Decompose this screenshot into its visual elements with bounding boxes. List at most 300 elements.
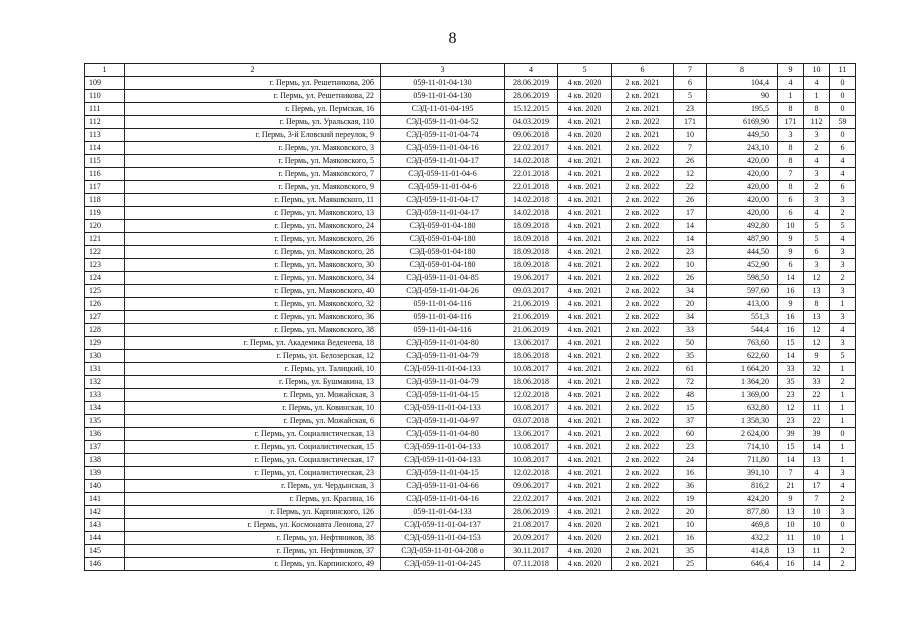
- cell-address: г. Пермь, ул. Можайская, 3: [125, 389, 381, 402]
- cell-relocation-end: 2 кв. 2022: [612, 155, 674, 168]
- cell-row-number: 134: [85, 402, 125, 415]
- cell-rooms-private: 2: [830, 558, 856, 571]
- column-header: 9: [778, 64, 804, 77]
- cell-address: г. Пермь, ул. Нефтяников, 37: [125, 545, 381, 558]
- cell-rooms-private: 1: [830, 441, 856, 454]
- table-row: [85, 441, 856, 454]
- cell-address: г. Пермь, ул. Красина, 16: [125, 493, 381, 506]
- cell-decision-number: СЭД-059-11-01-04-97: [381, 415, 505, 428]
- cell-address: г. Пермь, ул. Маяковского, 38: [125, 324, 381, 337]
- cell-residents-count: 19: [674, 493, 707, 506]
- cell-relocation-end: 2 кв. 2022: [612, 233, 674, 246]
- cell-relocation-start: 4 кв. 2020: [558, 532, 612, 545]
- cell-residents-count: 24: [674, 454, 707, 467]
- cell-relocation-end: 2 кв. 2022: [612, 220, 674, 233]
- cell-decision-number: 059-11-01-04-116: [381, 298, 505, 311]
- cell-rooms-private: 4: [830, 480, 856, 493]
- cell-decision-number: СЭД-059-11-01-04-52: [381, 116, 505, 129]
- cell-rooms-total: 21: [778, 480, 804, 493]
- table-row: [85, 337, 856, 350]
- cell-decision-date: 20.09.2017: [505, 532, 558, 545]
- cell-relocation-start: 4 кв. 2021: [558, 337, 612, 350]
- cell-rooms-total: 9: [778, 233, 804, 246]
- cell-rooms-private: 1: [830, 415, 856, 428]
- table-row: [85, 285, 856, 298]
- cell-residents-count: 61: [674, 363, 707, 376]
- cell-address: г. Пермь, 3-й Еловский переулок, 9: [125, 129, 381, 142]
- cell-rooms-total: 8: [778, 155, 804, 168]
- cell-decision-number: СЭД-059-11-01-04-153: [381, 532, 505, 545]
- cell-decision-date: 18.09.2018: [505, 233, 558, 246]
- cell-address: г. Пермь, ул. Социалистическая, 13: [125, 428, 381, 441]
- cell-address: г. Пермь, ул. Карпинского, 49: [125, 558, 381, 571]
- cell-decision-number: 059-11-01-04-130: [381, 77, 505, 90]
- cell-address: г. Пермь, ул. Социалистическая, 17: [125, 454, 381, 467]
- cell-relocation-end: 2 кв. 2022: [612, 467, 674, 480]
- cell-decision-date: 07.11.2018: [505, 558, 558, 571]
- cell-area: 544,4: [707, 324, 778, 337]
- cell-decision-number: СЭД-059-11-01-04-15: [381, 389, 505, 402]
- cell-decision-number: СЭД-059-11-01-04-79: [381, 376, 505, 389]
- cell-rooms-private: 1: [830, 454, 856, 467]
- table-row: [85, 116, 856, 129]
- cell-decision-date: 22.02.2017: [505, 493, 558, 506]
- cell-rooms-total: 14: [778, 454, 804, 467]
- cell-rooms-municipal: 2: [804, 142, 830, 155]
- cell-relocation-start: 4 кв. 2021: [558, 194, 612, 207]
- cell-rooms-municipal: 14: [804, 441, 830, 454]
- cell-row-number: 111: [85, 103, 125, 116]
- table-row: [85, 376, 856, 389]
- cell-relocation-end: 2 кв. 2022: [612, 376, 674, 389]
- cell-residents-count: 7: [674, 142, 707, 155]
- cell-rooms-total: 16: [778, 285, 804, 298]
- cell-area: 646,4: [707, 558, 778, 571]
- table-row: [85, 259, 856, 272]
- cell-address: г. Пермь, ул. Социалистическая, 15: [125, 441, 381, 454]
- cell-relocation-start: 4 кв. 2021: [558, 246, 612, 259]
- table-row: [85, 519, 856, 532]
- cell-address: г. Пермь, ул. Талицкий, 10: [125, 363, 381, 376]
- cell-decision-date: 13.06.2017: [505, 428, 558, 441]
- column-header: 2: [125, 64, 381, 77]
- cell-rooms-private: 3: [830, 246, 856, 259]
- cell-area: 711,80: [707, 454, 778, 467]
- cell-area: 420,00: [707, 207, 778, 220]
- cell-relocation-end: 2 кв. 2022: [612, 493, 674, 506]
- cell-address: г. Пермь, ул. Маяковского, 28: [125, 246, 381, 259]
- cell-decision-number: СЭД-059-01-04-180: [381, 220, 505, 233]
- cell-decision-date: 13.06.2017: [505, 337, 558, 350]
- table-row: [85, 480, 856, 493]
- cell-address: г. Пермь, ул. Маяковского, 13: [125, 207, 381, 220]
- cell-decision-date: 19.06.2017: [505, 272, 558, 285]
- cell-decision-number: 059-11-01-04-130: [381, 90, 505, 103]
- cell-area: 444,50: [707, 246, 778, 259]
- table-row: [85, 272, 856, 285]
- cell-relocation-start: 4 кв. 2020: [558, 90, 612, 103]
- cell-rooms-total: 7: [778, 467, 804, 480]
- cell-rooms-total: 10: [778, 220, 804, 233]
- table-row: [85, 558, 856, 571]
- cell-area: 816,2: [707, 480, 778, 493]
- header-row: [85, 64, 856, 77]
- cell-rooms-municipal: 10: [804, 506, 830, 519]
- cell-rooms-municipal: 4: [804, 155, 830, 168]
- cell-row-number: 139: [85, 467, 125, 480]
- cell-relocation-start: 4 кв. 2020: [558, 77, 612, 90]
- table-row: [85, 77, 856, 90]
- cell-relocation-end: 2 кв. 2022: [612, 272, 674, 285]
- cell-address: г. Пермь, ул. Маяковского, 40: [125, 285, 381, 298]
- cell-rooms-private: 1: [830, 389, 856, 402]
- cell-decision-date: 21.06.2019: [505, 298, 558, 311]
- cell-area: 487,90: [707, 233, 778, 246]
- cell-relocation-end: 2 кв. 2021: [612, 77, 674, 90]
- cell-rooms-municipal: 4: [804, 207, 830, 220]
- cell-row-number: 128: [85, 324, 125, 337]
- cell-rooms-municipal: 11: [804, 402, 830, 415]
- cell-address: г. Пермь, ул. Маяковского, 24: [125, 220, 381, 233]
- cell-rooms-municipal: 17: [804, 480, 830, 493]
- cell-residents-count: 26: [674, 194, 707, 207]
- cell-decision-number: СЭД-11-01-04-195: [381, 103, 505, 116]
- cell-decision-number: СЭД-059-11-01-04-6: [381, 168, 505, 181]
- cell-rooms-private: 0: [830, 129, 856, 142]
- cell-relocation-end: 2 кв. 2022: [612, 142, 674, 155]
- cell-relocation-end: 2 кв. 2021: [612, 558, 674, 571]
- cell-relocation-start: 4 кв. 2021: [558, 311, 612, 324]
- cell-rooms-private: 2: [830, 207, 856, 220]
- cell-relocation-start: 4 кв. 2021: [558, 454, 612, 467]
- cell-rooms-total: 10: [778, 519, 804, 532]
- cell-address: г. Пермь, ул. Белозерская, 12: [125, 350, 381, 363]
- cell-address: г. Пермь, ул. Можайская, 6: [125, 415, 381, 428]
- cell-area: 420,00: [707, 181, 778, 194]
- cell-rooms-private: 1: [830, 363, 856, 376]
- cell-decision-number: СЭД-059-11-01-04-16: [381, 493, 505, 506]
- cell-rooms-total: 8: [778, 142, 804, 155]
- cell-residents-count: 37: [674, 415, 707, 428]
- cell-relocation-end: 2 кв. 2021: [612, 545, 674, 558]
- table-row: [85, 220, 856, 233]
- cell-decision-number: 059-11-01-04-116: [381, 311, 505, 324]
- cell-residents-count: 34: [674, 311, 707, 324]
- cell-row-number: 120: [85, 220, 125, 233]
- cell-rooms-municipal: 3: [804, 168, 830, 181]
- cell-relocation-end: 2 кв. 2022: [612, 415, 674, 428]
- cell-area: 763,60: [707, 337, 778, 350]
- cell-rooms-total: 9: [778, 246, 804, 259]
- cell-relocation-start: 4 кв. 2020: [558, 103, 612, 116]
- cell-decision-number: СЭД-059-11-01-04-133: [381, 454, 505, 467]
- table-row: [85, 155, 856, 168]
- cell-decision-date: 14.02.2018: [505, 207, 558, 220]
- cell-rooms-municipal: 3: [804, 194, 830, 207]
- cell-residents-count: 50: [674, 337, 707, 350]
- cell-area: 469,8: [707, 519, 778, 532]
- cell-rooms-private: 0: [830, 519, 856, 532]
- cell-row-number: 127: [85, 311, 125, 324]
- cell-rooms-municipal: 10: [804, 532, 830, 545]
- table-row: [85, 207, 856, 220]
- cell-residents-count: 23: [674, 246, 707, 259]
- cell-area: 1 369,00: [707, 389, 778, 402]
- cell-address: г. Пермь, ул. Уральская, 110: [125, 116, 381, 129]
- cell-relocation-start: 4 кв. 2020: [558, 545, 612, 558]
- cell-relocation-end: 2 кв. 2022: [612, 506, 674, 519]
- cell-rooms-private: 4: [830, 324, 856, 337]
- cell-decision-date: 28.06.2019: [505, 90, 558, 103]
- cell-area: 1 358,30: [707, 415, 778, 428]
- cell-residents-count: 34: [674, 285, 707, 298]
- cell-rooms-municipal: 2: [804, 181, 830, 194]
- cell-rooms-municipal: 3: [804, 259, 830, 272]
- cell-row-number: 112: [85, 116, 125, 129]
- cell-decision-date: 22.01.2018: [505, 181, 558, 194]
- cell-decision-date: 18.09.2018: [505, 246, 558, 259]
- cell-row-number: 141: [85, 493, 125, 506]
- cell-rooms-total: 13: [778, 545, 804, 558]
- table-row: [85, 311, 856, 324]
- cell-address: г. Пермь, ул. Пермская, 16: [125, 103, 381, 116]
- cell-row-number: 115: [85, 155, 125, 168]
- cell-residents-count: 10: [674, 259, 707, 272]
- cell-relocation-end: 2 кв. 2022: [612, 324, 674, 337]
- cell-rooms-total: 35: [778, 376, 804, 389]
- cell-relocation-end: 2 кв. 2022: [612, 441, 674, 454]
- cell-row-number: 113: [85, 129, 125, 142]
- cell-residents-count: 6: [674, 77, 707, 90]
- table-body: [85, 77, 856, 571]
- cell-rooms-private: 1: [830, 402, 856, 415]
- cell-decision-date: 21.06.2019: [505, 311, 558, 324]
- cell-relocation-start: 4 кв. 2021: [558, 350, 612, 363]
- cell-decision-date: 28.06.2019: [505, 77, 558, 90]
- cell-row-number: 135: [85, 415, 125, 428]
- housing-table: [84, 63, 856, 571]
- table-row: [85, 454, 856, 467]
- cell-address: г. Пермь, ул. Маяковского, 32: [125, 298, 381, 311]
- cell-rooms-total: 14: [778, 272, 804, 285]
- cell-decision-number: СЭД-059-11-01-04-26: [381, 285, 505, 298]
- cell-area: 6169,90: [707, 116, 778, 129]
- cell-residents-count: 48: [674, 389, 707, 402]
- cell-rooms-municipal: 13: [804, 311, 830, 324]
- cell-decision-number: 059-11-01-04-116: [381, 324, 505, 337]
- cell-rooms-total: 171: [778, 116, 804, 129]
- cell-relocation-end: 2 кв. 2022: [612, 207, 674, 220]
- cell-relocation-start: 4 кв. 2021: [558, 506, 612, 519]
- cell-rooms-total: 9: [778, 298, 804, 311]
- cell-rooms-municipal: 5: [804, 220, 830, 233]
- cell-decision-number: СЭД-059-01-04-180: [381, 233, 505, 246]
- cell-rooms-municipal: 39: [804, 428, 830, 441]
- cell-residents-count: 17: [674, 207, 707, 220]
- page-number: 8: [448, 30, 457, 47]
- cell-decision-number: СЭД-059-11-01-04-133: [381, 441, 505, 454]
- table-row: [85, 103, 856, 116]
- cell-row-number: 116: [85, 168, 125, 181]
- cell-relocation-start: 4 кв. 2021: [558, 480, 612, 493]
- cell-relocation-start: 4 кв. 2020: [558, 519, 612, 532]
- cell-residents-count: 22: [674, 181, 707, 194]
- cell-decision-number: СЭД-059-11-01-04-16: [381, 142, 505, 155]
- cell-rooms-private: 1: [830, 532, 856, 545]
- cell-rooms-private: 6: [830, 181, 856, 194]
- cell-relocation-start: 4 кв. 2021: [558, 324, 612, 337]
- cell-rooms-municipal: 12: [804, 324, 830, 337]
- cell-rooms-total: 8: [778, 103, 804, 116]
- column-header: 1: [85, 64, 125, 77]
- cell-relocation-start: 4 кв. 2021: [558, 155, 612, 168]
- cell-decision-date: 21.06.2019: [505, 324, 558, 337]
- cell-rooms-municipal: 112: [804, 116, 830, 129]
- table-row: [85, 467, 856, 480]
- cell-rooms-private: 6: [830, 142, 856, 155]
- column-header: 7: [674, 64, 707, 77]
- cell-row-number: 133: [85, 389, 125, 402]
- table-row: [85, 428, 856, 441]
- cell-rooms-total: 12: [778, 402, 804, 415]
- cell-rooms-private: 2: [830, 272, 856, 285]
- cell-residents-count: 5: [674, 90, 707, 103]
- cell-area: 877,80: [707, 506, 778, 519]
- cell-rooms-municipal: 11: [804, 545, 830, 558]
- cell-area: 413,00: [707, 298, 778, 311]
- cell-address: г. Пермь, ул. Социалистическая, 23: [125, 467, 381, 480]
- cell-decision-date: 09.06.2018: [505, 129, 558, 142]
- cell-rooms-private: 2: [830, 545, 856, 558]
- cell-relocation-start: 4 кв. 2020: [558, 558, 612, 571]
- cell-relocation-end: 2 кв. 2021: [612, 519, 674, 532]
- cell-rooms-municipal: 9: [804, 350, 830, 363]
- cell-address: г. Пермь, ул. Маяковского, 5: [125, 155, 381, 168]
- column-header: 11: [830, 64, 856, 77]
- cell-rooms-private: 2: [830, 376, 856, 389]
- column-header: 3: [381, 64, 505, 77]
- cell-residents-count: 26: [674, 272, 707, 285]
- cell-row-number: 131: [85, 363, 125, 376]
- cell-decision-date: 14.02.2018: [505, 155, 558, 168]
- cell-area: 414,8: [707, 545, 778, 558]
- cell-relocation-start: 4 кв. 2021: [558, 142, 612, 155]
- cell-address: г. Пермь, ул. Маяковского, 26: [125, 233, 381, 246]
- cell-area: 424,20: [707, 493, 778, 506]
- cell-rooms-private: 3: [830, 337, 856, 350]
- cell-relocation-end: 2 кв. 2022: [612, 337, 674, 350]
- cell-relocation-start: 4 кв. 2021: [558, 285, 612, 298]
- cell-residents-count: 10: [674, 519, 707, 532]
- cell-rooms-private: 4: [830, 168, 856, 181]
- cell-decision-number: СЭД-059-11-01-04-74: [381, 129, 505, 142]
- cell-decision-number: 059-11-01-04-133: [381, 506, 505, 519]
- cell-decision-date: 12.02.2018: [505, 467, 558, 480]
- cell-decision-number: СЭД-059-11-01-04-17: [381, 207, 505, 220]
- cell-relocation-start: 4 кв. 2021: [558, 467, 612, 480]
- cell-residents-count: 36: [674, 480, 707, 493]
- cell-rooms-private: 5: [830, 220, 856, 233]
- cell-decision-number: СЭД-059-11-01-04-15: [381, 467, 505, 480]
- cell-decision-date: 10.08.2017: [505, 454, 558, 467]
- cell-rooms-municipal: 22: [804, 415, 830, 428]
- cell-area: 243,10: [707, 142, 778, 155]
- table-row: [85, 350, 856, 363]
- cell-row-number: 144: [85, 532, 125, 545]
- cell-relocation-start: 4 кв. 2021: [558, 389, 612, 402]
- cell-rooms-total: 15: [778, 337, 804, 350]
- cell-decision-date: 21.08.2017: [505, 519, 558, 532]
- cell-rooms-total: 13: [778, 506, 804, 519]
- cell-address: г. Пермь, ул. Маяковского, 11: [125, 194, 381, 207]
- cell-decision-date: 22.01.2018: [505, 168, 558, 181]
- cell-rooms-private: 5: [830, 350, 856, 363]
- cell-residents-count: 10: [674, 129, 707, 142]
- cell-rooms-municipal: 7: [804, 493, 830, 506]
- cell-residents-count: 16: [674, 532, 707, 545]
- cell-rooms-private: 3: [830, 194, 856, 207]
- table-row: [85, 194, 856, 207]
- cell-row-number: 110: [85, 90, 125, 103]
- cell-area: 492,80: [707, 220, 778, 233]
- cell-decision-date: 09.06.2017: [505, 480, 558, 493]
- cell-relocation-end: 2 кв. 2022: [612, 298, 674, 311]
- cell-relocation-start: 4 кв. 2021: [558, 168, 612, 181]
- cell-rooms-private: 3: [830, 259, 856, 272]
- table-row: [85, 532, 856, 545]
- cell-decision-number: СЭД-059-11-01-04-137: [381, 519, 505, 532]
- cell-rooms-total: 14: [778, 350, 804, 363]
- cell-decision-number: СЭД-059-11-01-04-6: [381, 181, 505, 194]
- cell-area: 432,2: [707, 532, 778, 545]
- cell-relocation-end: 2 кв. 2021: [612, 103, 674, 116]
- cell-rooms-total: 6: [778, 207, 804, 220]
- cell-area: 391,10: [707, 467, 778, 480]
- cell-rooms-private: 1: [830, 298, 856, 311]
- cell-rooms-municipal: 4: [804, 467, 830, 480]
- table-row: [85, 298, 856, 311]
- cell-relocation-end: 2 кв. 2022: [612, 350, 674, 363]
- table-row: [85, 233, 856, 246]
- cell-decision-number: СЭД-059-11-01-04-133: [381, 363, 505, 376]
- cell-relocation-start: 4 кв. 2021: [558, 259, 612, 272]
- column-header: 6: [612, 64, 674, 77]
- cell-relocation-end: 2 кв. 2022: [612, 246, 674, 259]
- cell-rooms-municipal: 3: [804, 129, 830, 142]
- cell-relocation-start: 4 кв. 2021: [558, 402, 612, 415]
- cell-rooms-private: 3: [830, 311, 856, 324]
- cell-relocation-start: 4 кв. 2021: [558, 376, 612, 389]
- cell-row-number: 129: [85, 337, 125, 350]
- cell-rooms-total: 15: [778, 441, 804, 454]
- cell-decision-date: 18.06.2018: [505, 350, 558, 363]
- cell-residents-count: 23: [674, 103, 707, 116]
- cell-relocation-end: 2 кв. 2022: [612, 428, 674, 441]
- cell-address: г. Пермь, ул. Решетникова, 20б: [125, 77, 381, 90]
- cell-residents-count: 14: [674, 233, 707, 246]
- cell-rooms-total: 8: [778, 181, 804, 194]
- cell-decision-number: СЭД-059-11-01-04-17: [381, 194, 505, 207]
- cell-row-number: 122: [85, 246, 125, 259]
- cell-decision-date: 10.08.2017: [505, 363, 558, 376]
- cell-row-number: 146: [85, 558, 125, 571]
- cell-address: г. Пермь, ул. Маяковского, 36: [125, 311, 381, 324]
- cell-rooms-total: 23: [778, 389, 804, 402]
- cell-relocation-start: 4 кв. 2021: [558, 428, 612, 441]
- cell-row-number: 121: [85, 233, 125, 246]
- cell-rooms-private: 0: [830, 103, 856, 116]
- cell-row-number: 124: [85, 272, 125, 285]
